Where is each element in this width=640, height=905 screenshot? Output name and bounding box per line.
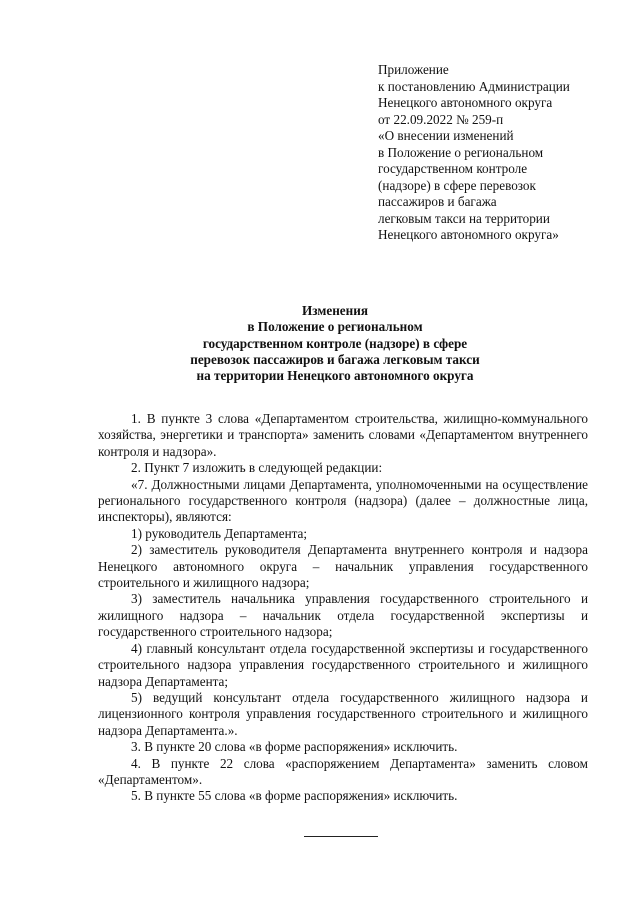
paragraph-subitem-2: 2) заместитель руководителя Департамента внутреннего контроля и надзора Ненецкого автономного округа – начальник управления государственного строительного и жилищного надзора; [98, 542, 588, 591]
appendix-line: к постановлению Администрации [378, 78, 570, 94]
paragraph-subitem-3: 3) заместитель начальника управления государственного строительного и жилищного надзора – начальник отдела государственной экспертизы и государственного строительного надзора; [98, 591, 588, 640]
title-line: перевозок пассажиров и багажа легковым такси [190, 351, 480, 367]
title-line: на территории Ненецкого автономного округа [196, 368, 474, 384]
appendix-line: (надзоре) в сфере перевозок [378, 177, 536, 193]
paragraph-item-1: 1. В пункте 3 слова «Департаментом строительства, жилищно-коммунального хозяйства, энергетики и транспорта» заменить словами «Департаментом внутреннего контроля и надзора». [98, 411, 588, 459]
title-line: Изменения [302, 303, 368, 318]
paragraph-new-point-7: «7. Должностными лицами Департамента, уполномоченными на осуществление регионального государственного контроля (надзора) (далее – должностные лица, инспекторы), являются: [98, 476, 588, 525]
document-body [98, 411, 588, 805]
title-line: государственном контроле (надзоре) в сфере [202, 335, 468, 351]
appendix-line: в Положение о региональном [378, 144, 544, 160]
document-title [120, 303, 550, 384]
paragraph-subitem-1: 1) руководитель Департамента; [131, 525, 308, 541]
appendix-line: государственном контроле [378, 161, 528, 176]
appendix-line: от 22.09.2022 № 259-п [378, 111, 504, 127]
appendix-line: «О внесении изменений [378, 128, 514, 143]
paragraph-subitem-4: 4) главный консультант отдела государственной экспертизы и государственного строительного надзора управления государственного строительного и жилищного надзора Департамента; [98, 640, 588, 689]
appendix-line: легковым такси на территории [378, 210, 550, 226]
paragraph-item-3: 3. В пункте 20 слова «в форме распоряжения» исключить. [131, 739, 458, 755]
paragraph-item-5: 5. В пункте 55 слова «в форме распоряжения» исключить. [131, 788, 458, 804]
paragraph-item-2: 2. Пункт 7 изложить в следующей редакции: [131, 460, 383, 476]
appendix-line: Приложение [378, 62, 449, 77]
title-line: в Положение о региональном [247, 319, 423, 335]
paragraph-subitem-5: 5) ведущий консультант отдела государственного жилищного надзора и лицензионного контроля управления государственного строительного и жилищного надзора Департамента.». [98, 689, 588, 738]
appendix-line: Ненецкого автономного округа» [378, 227, 559, 242]
appendix-header [378, 62, 628, 244]
closing-rule [304, 836, 378, 837]
appendix-line: Ненецкого автономного округа [378, 95, 553, 110]
paragraph-item-4: 4. В пункте 22 слова «распоряжением Департамента» заменить словом «Департаментом». [98, 755, 588, 787]
appendix-line: пассажиров и багажа [378, 194, 497, 209]
